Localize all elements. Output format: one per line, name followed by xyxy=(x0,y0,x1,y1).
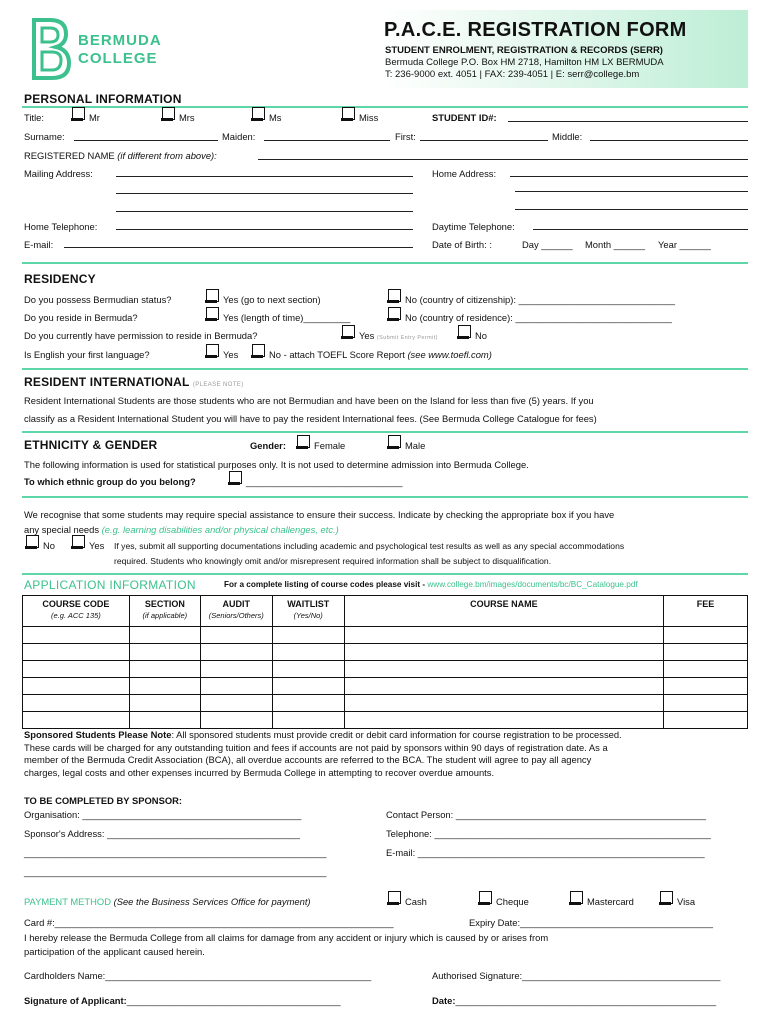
col-course-code-label: COURSE CODE xyxy=(42,599,110,609)
sponsored-line-1-text: : All sponsored students must provide credit or debit card information for course registration to be processed. xyxy=(171,729,622,740)
intl-text-1: Resident International Students are those students who are not Bermudian and have been on the Island for less than five (5) years. If you xyxy=(24,395,594,406)
residency-q4-no-label xyxy=(269,349,492,360)
table-row xyxy=(23,627,748,644)
student-id-field[interactable] xyxy=(508,121,748,122)
residency-rule-top xyxy=(22,262,748,264)
fee-cell[interactable] xyxy=(664,661,748,678)
title-mr-checkbox[interactable] xyxy=(72,107,85,120)
col-audit-label: AUDIT xyxy=(222,599,251,609)
col-waitlist-label: WAITLIST xyxy=(287,599,330,609)
waitlist-cell[interactable] xyxy=(272,712,344,729)
cardholder-name-field[interactable]: Cardholders Name:___________________________________________________ xyxy=(24,970,372,981)
col-audit xyxy=(200,596,272,627)
payment-cheque-checkbox[interactable] xyxy=(479,891,492,904)
gender-text: Gender xyxy=(250,440,283,451)
residency-q3-no-checkbox[interactable] xyxy=(458,325,471,338)
section-cell[interactable] xyxy=(129,661,200,678)
applicant-signature-label: Signature of Applicant: xyxy=(24,995,127,1006)
needs-examples: (e.g. learning disabilities and/or physical challenges, etc.) xyxy=(101,524,339,535)
ethnicity-rule-top xyxy=(22,431,748,433)
date-signed-line: __________________________________________________ xyxy=(455,995,717,1006)
needs-text-1: We recognise that some students may require special assistance to ensure their success. Indicate by checking the appropriate box if you have xyxy=(24,509,615,520)
section-cell[interactable] xyxy=(129,644,200,661)
daytime-telephone-field[interactable] xyxy=(533,229,748,230)
fee-cell[interactable] xyxy=(664,712,748,729)
course-code-cell[interactable] xyxy=(23,644,130,661)
residency-q1: Do you possess Bermudian status? xyxy=(24,294,172,305)
dob-label: Date of Birth: : xyxy=(432,239,492,250)
sponsor-telephone-field[interactable]: Telephone: _____________________________________________________ xyxy=(386,828,711,839)
col-section-sub: (if applicable) xyxy=(142,611,188,620)
entry-permit-note: (Submit Entry Permit) xyxy=(376,335,438,341)
col-fee xyxy=(664,596,748,627)
table-row xyxy=(23,644,748,661)
title-miss-checkbox[interactable] xyxy=(342,107,355,120)
sponsored-line-4: charges, legal costs and other expenses incurred by Bermuda College in attempting to recover overdue amounts. xyxy=(24,766,495,778)
title-ms-label: Ms xyxy=(269,112,282,123)
col-waitlist-sub: (Yes/No) xyxy=(293,611,323,620)
needs-yes-checkbox[interactable] xyxy=(72,535,85,548)
residency-q4-no-checkbox[interactable] xyxy=(252,344,265,357)
course-name-cell[interactable] xyxy=(344,661,663,678)
residency-q4-yes-label: Yes xyxy=(223,349,239,360)
first-field[interactable] xyxy=(420,140,548,141)
sponsored-line-2: These cards will be charged for any outstanding tuition and fees if accounts are not paid by sponsors within 90 days of registration date. As a xyxy=(24,741,608,753)
course-table-header xyxy=(23,596,748,627)
application-listing-text: For a complete listing of course codes please visit - xyxy=(224,580,426,589)
applicant-signature-line: _________________________________________ xyxy=(126,995,341,1006)
needs-no-label: No xyxy=(43,540,55,551)
applicant-signature[interactable] xyxy=(24,995,341,1006)
home-address-label: Home Address: xyxy=(432,168,497,179)
table-row xyxy=(23,695,748,712)
application-rule-top xyxy=(22,573,748,575)
payment-visa-checkbox[interactable] xyxy=(660,891,673,904)
release-text-2: participation of the applicant caused herein. xyxy=(24,946,205,957)
needs-text-2 xyxy=(24,524,339,535)
home-telephone-field[interactable] xyxy=(116,229,413,230)
fee-cell[interactable] xyxy=(664,678,748,695)
maiden-label: Maiden: xyxy=(222,131,256,142)
intl-rule-top xyxy=(22,368,748,370)
needs-text-2a: any special needs xyxy=(24,524,100,535)
toefl-link[interactable]: (see www.toefl.com) xyxy=(407,349,492,360)
section-ethnicity-heading: ETHNICITY & GENDER xyxy=(24,438,158,452)
gender-male-label: Male xyxy=(405,440,426,451)
table-row xyxy=(23,661,748,678)
waitlist-cell[interactable] xyxy=(272,661,344,678)
waitlist-cell[interactable] xyxy=(272,627,344,644)
sponsor-address-field[interactable]: Sponsor's Address: _____________________________________ xyxy=(24,828,300,839)
intl-heading-text: RESIDENT INTERNATIONAL xyxy=(24,375,190,389)
sponsored-line-3: member of the Bermuda Credit Association (BCA), all overdue accounts are referred to the BCA. The student will agree to pay all agency xyxy=(24,754,592,765)
daytime-telephone-label: Daytime Telephone: xyxy=(432,221,515,232)
residency-q2-no-label: No (country of residence): ______________________________ xyxy=(405,312,672,323)
dob-month-field[interactable]: Month ______ xyxy=(585,239,645,250)
waitlist-cell[interactable] xyxy=(272,678,344,695)
application-listing xyxy=(224,580,638,589)
ethnic-group-field[interactable]: ______________________________ xyxy=(246,476,403,487)
ethnic-group-question: To which ethnic group do you belong? xyxy=(24,476,196,487)
section-cell[interactable] xyxy=(129,712,200,729)
header-address: Bermuda College P.O. Box HM 2718, Hamilton HM LX BERMUDA xyxy=(385,57,664,68)
middle-label: Middle: xyxy=(552,131,583,142)
residency-q4: Is English your first language? xyxy=(24,349,150,360)
section-intl-heading xyxy=(24,375,244,389)
residency-q3: Do you currently have permission to reside in Bermuda? xyxy=(24,330,258,341)
first-label: First: xyxy=(395,131,416,142)
sponsored-line-1 xyxy=(24,729,750,742)
payment-visa-label: Visa xyxy=(677,896,696,907)
logo-b-icon xyxy=(30,18,72,80)
needs-yes-text-1: If yes, submit all supporting documentations including academic and psychological test results as well as any special accommodations xyxy=(114,541,625,551)
registered-name-text: REGISTERED NAME xyxy=(24,150,115,161)
waitlist-cell[interactable] xyxy=(272,644,344,661)
payment-heading-text: PAYMENT METHOD xyxy=(24,896,111,907)
residency-q2-no-checkbox[interactable] xyxy=(388,307,401,320)
course-name-cell[interactable] xyxy=(344,712,663,729)
section-cell[interactable] xyxy=(129,678,200,695)
section-application-heading: APPLICATION INFORMATION xyxy=(24,578,196,592)
course-code-cell[interactable] xyxy=(23,712,130,729)
payment-cash-checkbox[interactable] xyxy=(388,891,401,904)
col-audit-sub: (Seniors/Others) xyxy=(208,611,264,620)
sponsor-address-line-2[interactable]: __________________________________________________________ xyxy=(24,847,327,858)
residency-q2-yes-checkbox[interactable] xyxy=(206,307,219,320)
waitlist-cell[interactable] xyxy=(272,695,344,712)
audit-cell[interactable] xyxy=(200,627,272,644)
col-fee-label: FEE xyxy=(696,599,715,609)
payment-cheque-label: Cheque xyxy=(496,896,529,907)
residency-q4-yes-checkbox[interactable] xyxy=(206,344,219,357)
sponsor-address-line-3[interactable]: __________________________________________________________ xyxy=(24,866,327,877)
needs-rule-top xyxy=(22,496,748,498)
table-row xyxy=(23,712,748,729)
gender-male-checkbox[interactable] xyxy=(388,435,401,448)
audit-cell[interactable] xyxy=(200,712,272,729)
fee-cell[interactable] xyxy=(664,644,748,661)
bermuda-college-logo xyxy=(30,18,190,80)
toefl-text: No - attach TOEFL Score Report xyxy=(269,349,405,360)
card-number-field[interactable]: Card #:_________________________________________________________________ xyxy=(24,917,394,928)
residency-q3-yes-checkbox[interactable] xyxy=(342,325,355,338)
title-miss-label: Miss xyxy=(359,112,379,123)
mailing-address-line-3[interactable] xyxy=(116,211,413,212)
email-label: E-mail: xyxy=(24,239,54,250)
date-signed-label: Date: xyxy=(432,995,456,1006)
registered-name-label xyxy=(24,150,217,161)
needs-no-checkbox[interactable] xyxy=(26,535,39,548)
needs-yes-label: Yes xyxy=(89,540,105,551)
course-code-cell[interactable] xyxy=(23,661,130,678)
course-name-cell[interactable] xyxy=(344,627,663,644)
mailing-address-line-1[interactable] xyxy=(116,176,413,177)
fee-cell[interactable] xyxy=(664,695,748,712)
col-course-code-sub: (e.g. ACC 135) xyxy=(51,611,101,620)
header-subtitle: STUDENT ENROLMENT, REGISTRATION & RECORDS (SERR) xyxy=(385,45,663,56)
title-mrs-checkbox[interactable] xyxy=(162,107,175,120)
course-name-cell[interactable] xyxy=(344,644,663,661)
gender-female-label: Female xyxy=(314,440,346,451)
home-telephone-label: Home Telephone: xyxy=(24,221,98,232)
catalogue-link[interactable]: www.college.bm/images/documents/bc/BC_Catalogue.pdf xyxy=(427,580,638,589)
title-ms-checkbox[interactable] xyxy=(252,107,265,120)
residency-q2: Do you reside in Bermuda? xyxy=(24,312,138,323)
student-id-label: STUDENT ID#: xyxy=(432,112,497,123)
release-text-1: I hereby release the Bermuda College from all claims for damage from any accident or injury which is caused by or arises from xyxy=(24,932,549,943)
header-contact: T: 236-9000 ext. 4051 | FAX: 239-4051 | E: serr@college.bm xyxy=(385,69,640,80)
title-mr-label: Mr xyxy=(89,112,100,123)
audit-cell[interactable] xyxy=(200,661,272,678)
section-cell[interactable] xyxy=(129,627,200,644)
sponsor-contact-field[interactable]: Contact Person: ________________________________________________ xyxy=(386,809,707,820)
sponsored-bold: Sponsored Students Please Note xyxy=(24,729,172,740)
section-personal-heading: PERSONAL INFORMATION xyxy=(24,92,182,106)
residency-q3-no-label: No xyxy=(475,330,487,341)
intl-please-note: (PLEASE NOTE) xyxy=(192,382,244,388)
payment-heading xyxy=(24,896,311,907)
sponsor-heading: TO BE COMPLETED BY SPONSOR: xyxy=(24,795,183,806)
course-code-cell[interactable] xyxy=(23,695,130,712)
title-mrs-label: Mrs xyxy=(179,112,195,123)
course-table xyxy=(22,595,748,729)
audit-cell[interactable] xyxy=(200,695,272,712)
dob-day-field[interactable]: Day ______ xyxy=(522,239,573,250)
residency-q2-yes-label: Yes (length of time)_________ xyxy=(223,312,351,323)
ethnicity-text: The following information is used for statistical purposes only. It is not used to determine admission into Bermuda College. xyxy=(24,459,529,470)
payment-cash-label: Cash xyxy=(405,896,427,907)
needs-yes-text-2: required. Students who knowingly omit and/or misrepresent required information shall be subject to disqualification. xyxy=(114,556,552,566)
residency-q1-yes-checkbox[interactable] xyxy=(206,289,219,302)
residency-q1-no-label: No (country of citizenship): ______________________________ xyxy=(405,294,676,305)
table-row xyxy=(23,678,748,695)
residency-q1-yes-label: Yes (go to next section) xyxy=(223,294,321,305)
surname-field[interactable] xyxy=(74,140,218,141)
sponsor-email-field[interactable]: E-mail: _______________________________________________________ xyxy=(386,847,705,858)
residency-q3-yes-text: Yes xyxy=(359,330,375,341)
title-label: Title: xyxy=(24,112,44,123)
col-section-label: SECTION xyxy=(144,599,185,609)
logo-line-2: COLLEGE xyxy=(78,50,158,67)
section-cell[interactable] xyxy=(129,695,200,712)
col-course-name-label: COURSE NAME xyxy=(470,599,538,609)
col-course-name xyxy=(344,596,663,627)
mailing-address-line-2[interactable] xyxy=(116,193,413,194)
dob-year-field[interactable]: Year ______ xyxy=(658,239,711,250)
audit-cell[interactable] xyxy=(200,644,272,661)
expiry-date-field[interactable]: Expiry Date:_____________________________________ xyxy=(469,917,713,928)
page-title: P.A.C.E. REGISTRATION FORM xyxy=(384,19,687,41)
home-address-line-3[interactable] xyxy=(515,209,748,210)
col-waitlist xyxy=(272,596,344,627)
col-section xyxy=(129,596,200,627)
course-code-cell[interactable] xyxy=(23,678,130,695)
payment-mastercard-checkbox[interactable] xyxy=(570,891,583,904)
registered-name-field[interactable] xyxy=(258,159,748,160)
middle-field[interactable] xyxy=(590,140,748,141)
personal-rule xyxy=(22,106,748,108)
course-name-cell[interactable] xyxy=(344,695,663,712)
gender-female-checkbox[interactable] xyxy=(297,435,310,448)
home-address-line-2[interactable] xyxy=(515,191,748,192)
fee-cell[interactable] xyxy=(664,627,748,644)
payment-note: (See the Business Services Office for payment) xyxy=(113,896,311,907)
intl-text-2: classify as a Resident International Student you will have to pay the resident International fees. (See Bermuda College Catalogue for fees) xyxy=(24,413,597,424)
ethnic-group-checkbox[interactable] xyxy=(229,471,242,484)
residency-q3-yes-label xyxy=(359,330,438,341)
registered-name-note: (if different from above): xyxy=(117,150,217,161)
email-field[interactable] xyxy=(64,247,413,248)
col-course-code xyxy=(23,596,130,627)
date-signed[interactable] xyxy=(432,995,716,1006)
audit-cell[interactable] xyxy=(200,678,272,695)
home-address-line-1[interactable] xyxy=(510,176,748,177)
residency-q1-no-checkbox[interactable] xyxy=(388,289,401,302)
sponsor-organisation-field[interactable]: Organisation: __________________________________________ xyxy=(24,809,302,820)
mailing-address-label: Mailing Address: xyxy=(24,168,93,179)
gender-label: Gender: xyxy=(250,440,286,451)
sponsored-note xyxy=(24,729,750,779)
maiden-field[interactable] xyxy=(264,140,390,141)
course-name-cell[interactable] xyxy=(344,678,663,695)
surname-label: Surname: xyxy=(24,131,65,142)
logo-line-1: BERMUDA xyxy=(78,32,162,49)
course-code-cell[interactable] xyxy=(23,627,130,644)
section-residency-heading: RESIDENCY xyxy=(24,272,96,286)
authorised-signature-field[interactable]: Authorised Signature:______________________________________ xyxy=(432,970,721,981)
payment-mastercard-label: Mastercard xyxy=(587,896,634,907)
